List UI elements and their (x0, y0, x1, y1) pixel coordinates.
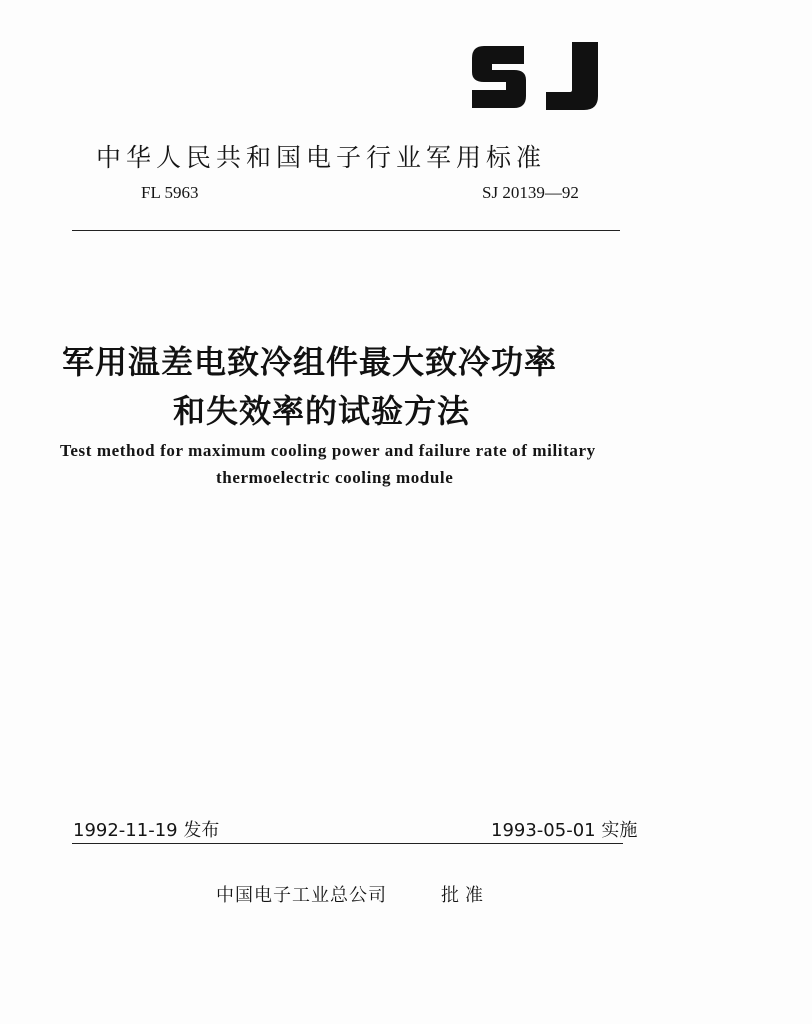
classification-code: FL 5963 (141, 183, 199, 202)
implementation-date: 1993-05-01 实施 (491, 820, 638, 841)
sj-logo-icon (462, 38, 612, 118)
issue-date: 1992-11-19 发布 (73, 820, 220, 841)
standard-category-title: 中华人民共和国电子行业军用标准 (96, 143, 547, 172)
english-title-line-2: thermoelectric cooling module (216, 468, 454, 487)
chinese-title-line-2: 和失效率的试验方法 (173, 392, 471, 430)
standard-number: SJ 20139—92 (482, 183, 579, 202)
issuing-organization: 中国电子工业总公司 (216, 885, 387, 906)
header-divider (72, 230, 620, 231)
footer-divider (72, 843, 623, 844)
chinese-title-line-1: 军用温差电致冷组件最大致冷功率 (62, 343, 558, 381)
english-title-line-1: Test method for maximum cooling power and failure rate of military (60, 441, 596, 460)
approval-label: 批准 (441, 885, 489, 906)
